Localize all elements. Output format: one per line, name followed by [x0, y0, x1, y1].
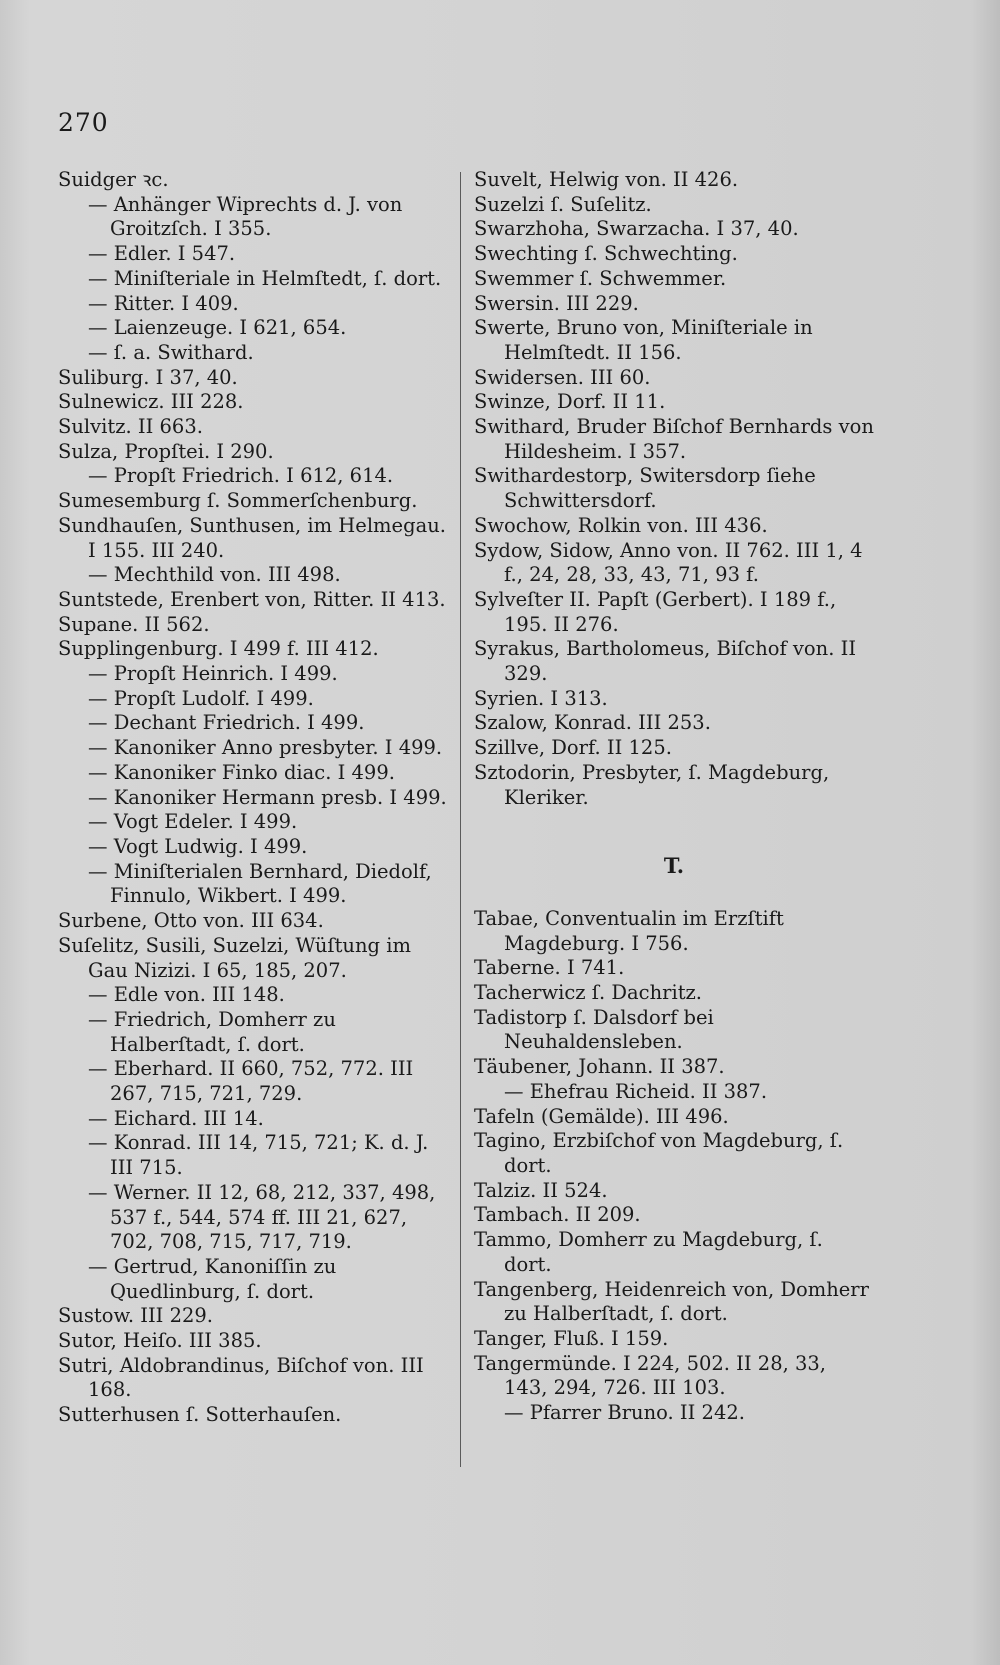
index-entry: Swechting ſ. Schwechting.	[474, 242, 738, 266]
index-entries-t	[474, 907, 874, 1426]
index-subentry: — Miniſterialen Bernhard, Diedolf, Finnulo, Wikbert. I 499.	[88, 859, 432, 908]
index-subentry: — Vogt Edeler. I 499.	[88, 810, 298, 834]
index-entry: Supplingenburg. I 499 f. III 412.	[58, 637, 379, 661]
index-subentry: — Kanoniker Hermann presb. I 499.	[88, 785, 447, 809]
index-entries-s	[474, 168, 874, 810]
index-subentry: — Vogt Ludwig. I 499.	[88, 834, 308, 858]
index-column-left	[58, 168, 448, 1428]
index-subentry: — Dechant Friedrich. I 499.	[88, 711, 365, 735]
index-entry: Sundhauſen, Sunthusen, im Helmegau. I 155. III 240.	[58, 513, 446, 562]
index-subentry: — Pfarrer Bruno. II 242.	[504, 1401, 745, 1425]
index-entry: Suſelitz, Susili, Suzelzi, Wüſtung im Gau Nizizi. I 65, 185, 207.	[58, 933, 411, 982]
index-entry: Tafeln (Gemälde). III 496.	[474, 1104, 729, 1128]
index-entry: Sulvitz. II 663.	[58, 415, 203, 439]
index-entry: Tammo, Domherr zu Magdeburg, ſ. dort.	[474, 1228, 823, 1276]
index-entry: Tangenberg, Heidenreich von, Domherr zu Halberſtadt, ſ. dort.	[474, 1277, 869, 1326]
index-entry: Sutterhusen ſ. Sotterhauſen.	[58, 1403, 342, 1427]
index-entry: Tacherwicz ſ. Dachritz.	[474, 981, 703, 1005]
index-entry: Talziz. II 524.	[474, 1178, 608, 1202]
index-entry: Swemmer ſ. Schwemmer.	[474, 266, 727, 290]
index-subentry: — Edle von. III 148.	[88, 983, 285, 1007]
index-entry: Swithardestorp, Switersdorp ſiehe Schwittersdorf.	[474, 464, 816, 513]
index-entry: Sutri, Aldobrandinus, Biſchof von. III 168.	[58, 1353, 424, 1402]
index-subentry: — Werner. II 12, 68, 212, 337, 498, 537 f., 544, 574 ff. III 21, 627, 702, 708, 715, 717, 719.	[88, 1180, 436, 1254]
index-entry: Sustow. III 229.	[58, 1304, 214, 1328]
index-entry: Suvelt, Helwig von. II 426.	[474, 168, 739, 191]
index-entry: Tangermünde. I 224, 502. II 28, 33, 143, 294, 726. III 103.	[474, 1351, 827, 1400]
index-subentry: — Ehefrau Richeid. II 387.	[504, 1079, 768, 1103]
index-entry: Sylveſter II. Papſt (Gerbert). I 189 f., 195. II 276.	[474, 587, 837, 636]
index-entry: Sutor, Heiſo. III 385.	[58, 1329, 262, 1353]
index-subentry: — Miniſteriale in Helmſtedt, ſ. dort.	[88, 266, 442, 290]
index-subentry: — Laienzeuge. I 621, 654.	[88, 316, 347, 340]
index-subentry: — Edler. I 547.	[88, 242, 236, 266]
index-entry: Sumesemburg ſ. Sommerſchenburg.	[58, 489, 418, 513]
index-entry: Suidger ꝛc.	[58, 168, 169, 191]
index-subentry: — ſ. a. Swithard.	[88, 340, 254, 364]
index-entry: Syrakus, Bartholomeus, Biſchof von. II 329.	[474, 637, 857, 686]
section-heading-t: T.	[663, 853, 685, 879]
index-entry: Tabae, Conventualin im Erzſtift Magdeburg. I 756.	[474, 906, 784, 955]
page-number: 270	[58, 108, 109, 137]
index-subentry: — Eberhard. II 660, 752, 772. III 267, 715, 721, 729.	[88, 1057, 414, 1106]
index-subentry: — Konrad. III 14, 715, 721; K. d. J. III 715.	[88, 1131, 429, 1180]
index-entry: Tadistorp ſ. Dalsdorf bei Neuhaldensleben.	[474, 1005, 714, 1054]
index-entry: Tambach. II 209.	[474, 1203, 641, 1227]
index-subentry: — Propſt Heinrich. I 499.	[88, 662, 338, 686]
index-entry: Szillve, Dorf. II 125.	[474, 736, 672, 760]
index-entry: Swidersen. III 60.	[474, 365, 651, 389]
index-subentry: — Gertrud, Kanoniſſin zu Quedlinburg, ſ. dort.	[88, 1254, 337, 1303]
index-entry: Sztodorin, Presbyter, ſ. Magdeburg, Kleriker.	[474, 760, 830, 809]
index-subentry: — Kanoniker Finko diac. I 499.	[88, 760, 395, 784]
index-entry: Swochow, Rolkin von. III 436.	[474, 513, 768, 537]
index-entry: Swarzhoha, Swarzacha. I 37, 40.	[474, 217, 799, 241]
index-entry: Tanger, Fluß. I 159.	[474, 1326, 669, 1350]
index-entry: Sydow, Sidow, Anno von. II 762. III 1, 4 f., 24, 28, 33, 43, 71, 93 f.	[474, 538, 863, 587]
column-divider	[460, 172, 461, 1467]
index-entry: Taberne. I 741.	[474, 956, 625, 980]
index-entry: Surbene, Otto von. III 634.	[58, 909, 324, 933]
index-entry: Swinze, Dorf. II 11.	[474, 390, 666, 414]
index-subentry: — Mechthild von. III 498.	[88, 563, 341, 587]
index-subentry: — Ritter. I 409.	[88, 291, 239, 315]
index-entry: Sulnewicz. III 228.	[58, 390, 244, 414]
index-entry: Täubener, Johann. II 387.	[474, 1055, 725, 1079]
index-entry: Swersin. III 229.	[474, 291, 639, 315]
index-column-right	[474, 168, 874, 1426]
index-entry: Sulza, Propſtei. I 290.	[58, 439, 274, 463]
index-subentry: — Propſt Friedrich. I 612, 614.	[88, 464, 394, 488]
index-entry: Supane. II 562.	[58, 612, 210, 636]
index-entry: Swerte, Bruno von, Miniſteriale in Helmſtedt. II 156.	[474, 316, 813, 364]
index-entry: Suntstede, Erenbert von, Ritter. II 413.	[58, 587, 446, 611]
index-entry: Suliburg. I 37, 40.	[58, 365, 238, 389]
index-entry: Suzelzi ſ. Suſelitz.	[474, 192, 652, 216]
index-subentry: — Propſt Ludolf. I 499.	[88, 686, 314, 710]
index-subentry: — Anhänger Wiprechts d. J. von Groitzſch. I 355.	[88, 192, 403, 241]
index-entry: Tagino, Erzbiſchof von Magdeburg, ſ. dort.	[474, 1129, 844, 1177]
index-entry: Swithard, Bruder Biſchof Bernhards von Hildesheim. I 357.	[474, 415, 874, 463]
index-entry: Szalow, Konrad. III 253.	[474, 711, 711, 735]
index-subentry: — Kanoniker Anno presbyter. I 499.	[88, 736, 443, 760]
index-entry: Syrien. I 313.	[474, 686, 608, 710]
index-subentry: — Friedrich, Domherr zu Halberſtadt, ſ. dort.	[88, 1007, 336, 1056]
index-subentry: — Eichard. III 14.	[88, 1106, 264, 1130]
